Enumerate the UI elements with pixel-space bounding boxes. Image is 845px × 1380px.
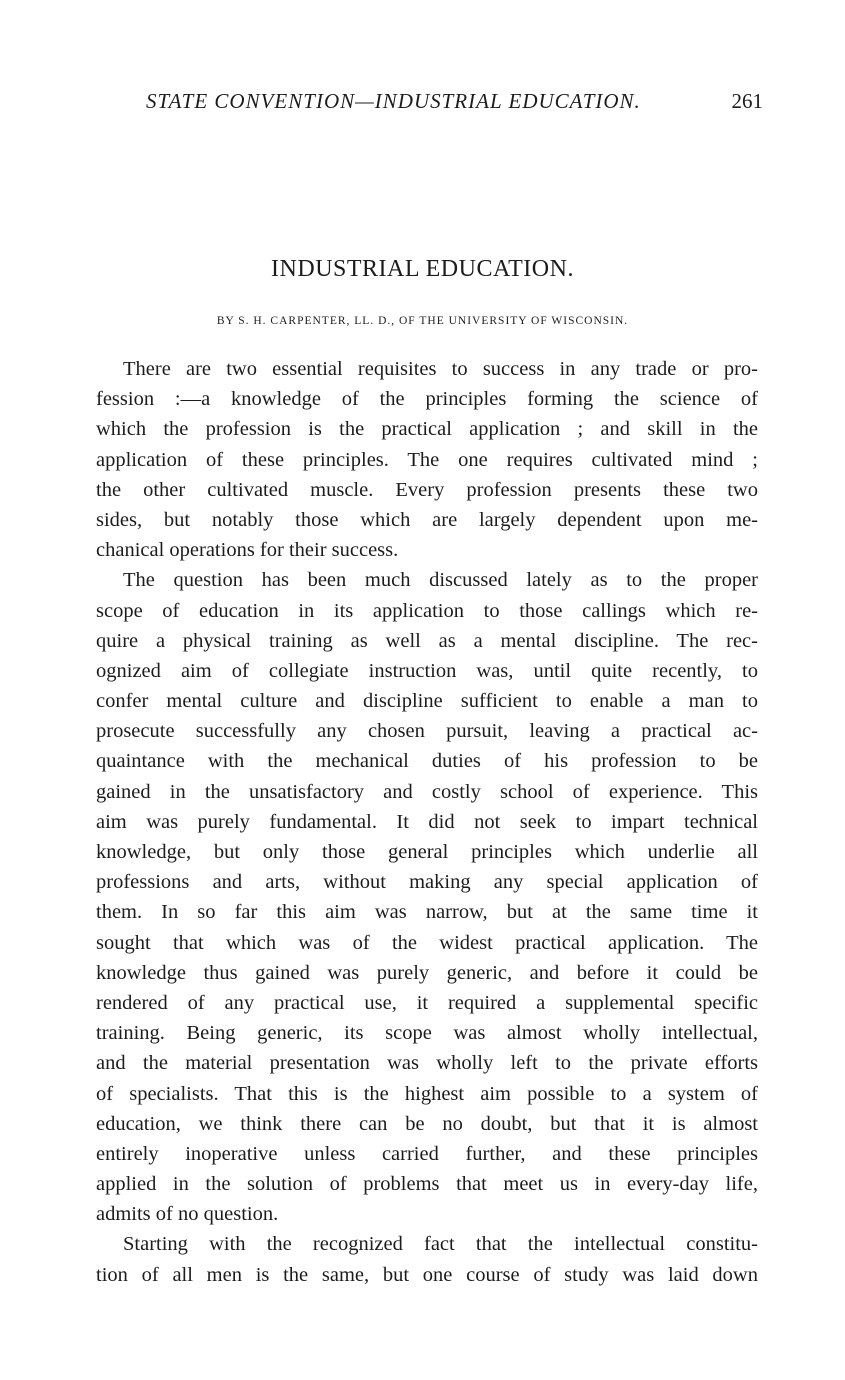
text-line: ognized aim of collegiate instruction was, until quite recently, to — [96, 659, 758, 682]
text-line: The question has been much discussed lately as to the proper — [123, 569, 758, 592]
text-line: gained in the unsatisfactory and costly school of experience. This — [96, 780, 758, 803]
text-line: confer mental culture and discipline sufficient to enable a man to — [96, 690, 758, 713]
text-line: professions and arts, without making any special application of — [96, 871, 758, 894]
text-line: prosecute successfully any chosen pursuit, leaving a practical ac- — [96, 720, 758, 743]
text-line: admits of no question. — [96, 1203, 279, 1226]
article-title: INDUSTRIAL EDUCATION. — [271, 256, 574, 282]
text-line: training. Being generic, its scope was almost wholly intellectual, — [96, 1022, 758, 1045]
page-number: 261 — [731, 89, 763, 113]
text-line: application of these principles. The one requires cultivated mind ; — [96, 448, 758, 471]
text-line: of specialists. That this is the highest aim possible to a system of — [96, 1082, 758, 1105]
text-line: rendered of any practical use, it required a supplemental specific — [96, 991, 758, 1014]
text-line: which the profession is the practical application ; and skill in the — [96, 418, 758, 441]
text-line: There are two essential requisites to success in any trade or pro- — [123, 358, 758, 380]
text-line: entirely inoperative unless carried further, and these principles — [96, 1142, 758, 1165]
text-line: quire a physical training as well as a mental discipline. The rec- — [96, 629, 758, 652]
article-body — [96, 354, 758, 1290]
text-line: knowledge thus gained was purely generic, and before it could be — [96, 961, 758, 984]
text-line: quaintance with the mechanical duties of his profession to be — [96, 750, 758, 773]
text-line: the other cultivated muscle. Every profession presents these two — [96, 478, 758, 501]
text-line: scope of education in its application to those callings which re- — [96, 599, 758, 622]
byline: BY S. H. CARPENTER, LL. D., OF THE UNIVERSITY OF WISCONSIN. — [216, 315, 629, 327]
running-title: STATE CONVENTION—INDUSTRIAL EDUCATION. — [146, 89, 641, 113]
text-line: sought that which was of the widest practical application. The — [96, 931, 758, 954]
text-line: fession :—a knowledge of the principles forming the science of — [96, 388, 758, 411]
text-line: sides, but notably those which are largely dependent upon me- — [96, 508, 758, 531]
text-line: them. In so far this aim was narrow, but at the same time it — [96, 901, 758, 924]
text-line: applied in the solution of problems that meet us in every-day life, — [96, 1173, 758, 1196]
text-line: knowledge, but only those general principles which underlie all — [96, 841, 758, 863]
text-line: chanical operations for their success. — [96, 539, 399, 562]
text-line: Starting with the recognized fact that the intellectual constitu- — [123, 1233, 758, 1256]
text-line: education, we think there can be no doubt, but that it is almost — [96, 1112, 758, 1135]
text-line: tion of all men is the same, but one course of study was laid down — [96, 1263, 758, 1286]
running-head — [146, 89, 771, 114]
text-line: and the material presentation was wholly left to the private efforts — [96, 1052, 758, 1075]
text-line: aim was purely fundamental. It did not seek to impart technical — [96, 810, 758, 833]
